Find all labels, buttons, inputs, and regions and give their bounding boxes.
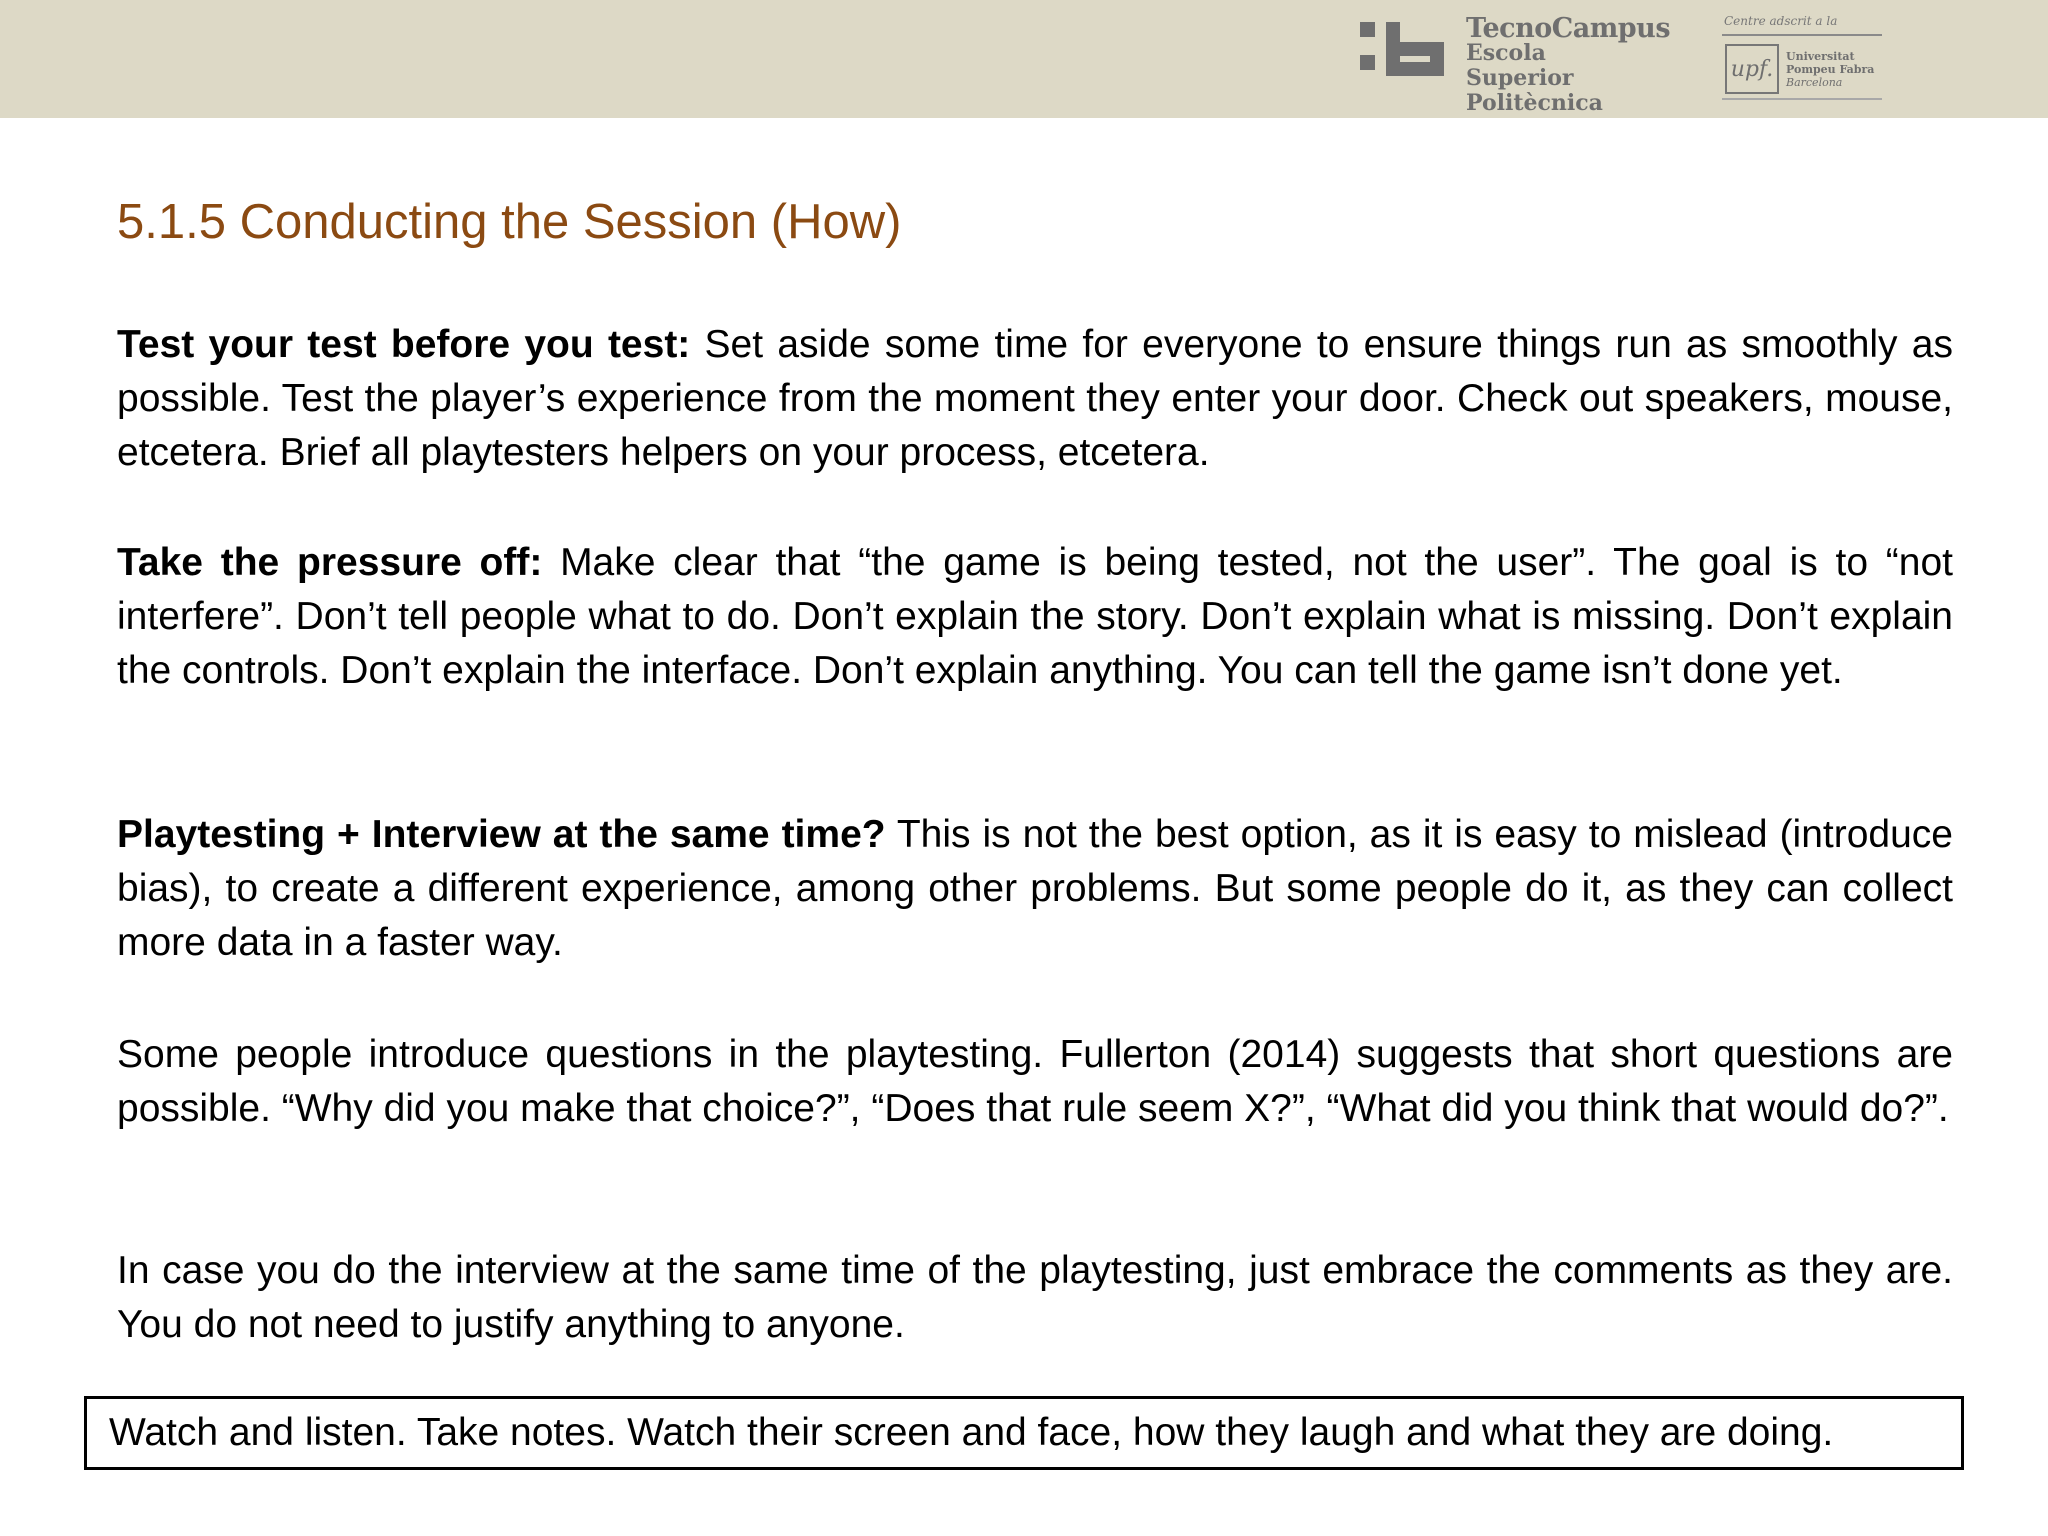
- paragraph-test-your-test: [117, 318, 1953, 480]
- slide-title: 5.1.5 Conducting the Session (How): [117, 195, 902, 249]
- paragraph-questions: [117, 1028, 1953, 1136]
- paragraph-body: Some people introduce questions in the playtesting. Fullerton (2014) suggests that short questions are possible. “Why did you make that choice?”, “Does that rule seem X?”, “What did you think that would do?”.: [117, 1033, 1953, 1130]
- paragraph-take-pressure-off: [117, 536, 1953, 698]
- paragraph-lead: Test your test before you test:: [117, 323, 691, 366]
- paragraph-body: Set aside some time for everyone to ensure things run as smoothly as possible. Test the player’s experience from the moment they enter your door. Check out speakers, mouse, etcetera. Brief all playtesters helpers on your process, etcetera.: [117, 323, 1953, 474]
- upf-divider-bottom: [1722, 98, 1882, 100]
- upf-logo-mark: upf.: [1725, 44, 1779, 94]
- upf-logo-text: Universitat Pompeu Fabra Barcelona: [1786, 50, 1875, 89]
- paragraph-body: In case you do the interview at the same time of the playtesting, just embrace the comments as they are. You do not need to justify anything to anyone.: [117, 1249, 1953, 1346]
- tecnocampus-logo-mark: [1360, 22, 1444, 76]
- header-band: [0, 0, 2048, 118]
- upf-caption: Centre adscrit a la: [1724, 14, 1838, 28]
- paragraph-lead: Playtesting + Interview at the same time?: [117, 813, 886, 856]
- paragraph-interview-same-time: [117, 1244, 1953, 1352]
- upf-divider: [1722, 34, 1882, 36]
- callout-box: Watch and listen. Take notes. Watch their screen and face, how they laugh and what they are doing.: [84, 1396, 1964, 1470]
- paragraph-body: This is not the best option, as it is easy to mislead (introduce bias), to create a different experience, among other problems. But some people do it, as they can collect more data in a faster way.: [117, 813, 1953, 964]
- paragraph-playtesting-interview: [117, 808, 1953, 970]
- paragraph-lead: Take the pressure off:: [117, 541, 543, 584]
- paragraph-body: Make clear that “the game is being tested, not the user”. The goal is to “not interfere”. Don’t tell people what to do. Don’t explain the story. Don’t explain what is missing. Don’t explain the controls. Don’t explain the interface. Don’t explain anything. You can tell the game isn’t done yet.: [117, 541, 1953, 692]
- tecnocampus-logo-text: TecnoCampus Escola Superior Politècnica: [1466, 13, 1671, 116]
